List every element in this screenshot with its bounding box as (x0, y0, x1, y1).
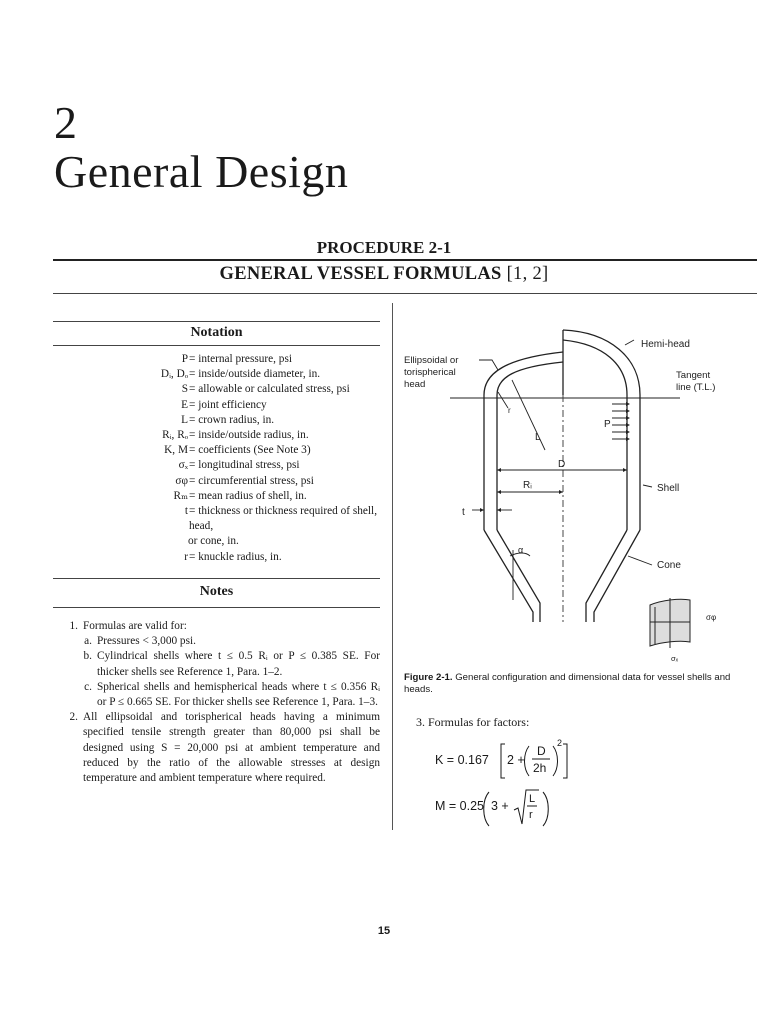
k-den: 2h (533, 761, 547, 775)
figure-caption-text: General configuration and dimensional data for vessel shells and heads. (404, 672, 731, 695)
ellipsoidal-head-outer (484, 352, 563, 395)
procedure-label: PROCEDURE 2-1 (316, 238, 452, 257)
notation-row: r = knuckle radius, in. (184, 550, 282, 563)
notation-row: σφ = circumferential stress, psi (175, 474, 314, 487)
notes-rule-bottom (53, 607, 380, 608)
k-paren-right (553, 746, 558, 776)
label-alpha: α (518, 545, 524, 555)
notation-row: or cone, in. (188, 535, 239, 548)
label-p: P (604, 419, 611, 430)
k-exp: 2 (557, 738, 563, 748)
k-num: D (537, 744, 546, 758)
label-ellipsoidal-3: head (404, 379, 426, 390)
label-l: L (535, 432, 541, 443)
hemi-head-outer (563, 330, 640, 395)
label-ellipsoidal-2: torispherical (404, 367, 456, 378)
notation-row: L = crown radius, in. (181, 413, 275, 426)
notation-rule-top (53, 321, 380, 322)
procedure-title (0, 264, 768, 285)
notes-list (60, 619, 380, 786)
procedure-rule-top (53, 259, 757, 261)
label-tangent-2: line (T.L.) (676, 382, 716, 393)
label-ri: Rᵢ (523, 480, 532, 491)
label-hemi-head: Hemi-head (641, 339, 690, 350)
procedure-rule-bottom (53, 293, 757, 294)
label-tangent-1: Tangent (676, 370, 711, 381)
m-paren-right (543, 792, 548, 826)
figure-caption (404, 672, 734, 696)
knuckle-radius-line (498, 392, 508, 408)
chapter-title: General Design (54, 146, 349, 197)
factor-formulas (425, 738, 585, 838)
note-subitem: b. Cylindrical shells where t ≤ 0.5 Rᵢ or P ≤ 0.385 SE. For thicker shells see Reference 1, Para. 1–2. (83, 650, 380, 678)
note-item: 2. All ellipsoidal and torispherical heads having a minimum specified tensile strength greater than 80,000 psi shall be designed using S = 20,000 psi at ambient temperature and reduced by the ratio of the allowable stresses at design temperature and ambient temperature where required. (69, 711, 380, 785)
notation-row: Rᵢ, Rₒ = inside/outside radius, in. (162, 429, 309, 442)
stress-element (650, 598, 690, 648)
m-den: r (529, 809, 533, 821)
k-two: 2 + (507, 753, 525, 767)
chapter-number: 2 (54, 97, 77, 148)
label-sigma-x: σₓ (671, 654, 679, 663)
m-three: 3 + (491, 799, 509, 813)
notation-rule-bottom (53, 345, 380, 346)
page-number: 15 (377, 925, 391, 937)
procedure-refs: [1, 2] (506, 264, 549, 284)
notation-row: σₓ = longitudinal stress, psi (178, 459, 300, 472)
vessel-figure (395, 300, 765, 672)
k-paren-left (525, 746, 530, 776)
cone-left-inner (497, 530, 540, 622)
notation-row: Dᵢ, Dₒ = inside/outside diameter, in. (160, 368, 321, 381)
notes-heading: Notes (199, 584, 234, 599)
notation-row: Rₘ = mean radius of shell, in. (173, 489, 307, 502)
cone-left-outer (484, 530, 533, 622)
notation-row: P = internal pressure, psi (181, 353, 292, 365)
m-paren-left (484, 792, 489, 826)
cone-right-inner (586, 530, 627, 622)
label-ellipsoidal-1: Ellipsoidal or (404, 355, 459, 366)
figure-caption-label: Figure 2-1. (404, 672, 453, 683)
m-num: L (529, 793, 536, 805)
notation-heading: Notation (190, 325, 243, 340)
notation-row: t = thickness or thickness required of shell, head, (184, 505, 378, 533)
m-radical (514, 790, 539, 824)
note-subitem: c. Spherical shells and hemispherical heads where t ≤ 0.356 Rᵢ or P ≤ 0.665 SE. For thicker shells see Reference 1, Para. 1–3. (84, 680, 380, 709)
label-shell: Shell (657, 483, 680, 494)
notation-row: S = allowable or calculated stress, psi (181, 383, 350, 396)
label-sigma-phi: σφ (706, 613, 717, 622)
m-lhs: M = 0.25 (435, 799, 484, 813)
k-lhs: K = 0.167 (435, 753, 489, 767)
k-bracket-left (501, 744, 505, 778)
note-subitem: a. Pressures < 3,000 psi. (84, 635, 196, 648)
label-r: r (508, 406, 511, 415)
notes-rule-top (53, 578, 380, 579)
notation-list (60, 352, 390, 565)
notation-row: K, M = coefficients (See Note 3) (164, 444, 311, 457)
procedure-title-text: GENERAL VESSEL FORMULAS (219, 264, 502, 284)
k-bracket-right (563, 744, 567, 778)
label-t: t (462, 507, 465, 518)
note-item: 1. Formulas are valid for: (69, 620, 187, 632)
label-d: D (558, 459, 566, 470)
ellipsoidal-head-inner (497, 362, 563, 395)
column-divider (392, 303, 393, 830)
pressure-arrows (612, 404, 626, 439)
note-3: 3. Formulas for factors: (416, 715, 530, 729)
notation-row: E = joint efficiency (181, 398, 267, 411)
label-cone: Cone (657, 560, 681, 571)
